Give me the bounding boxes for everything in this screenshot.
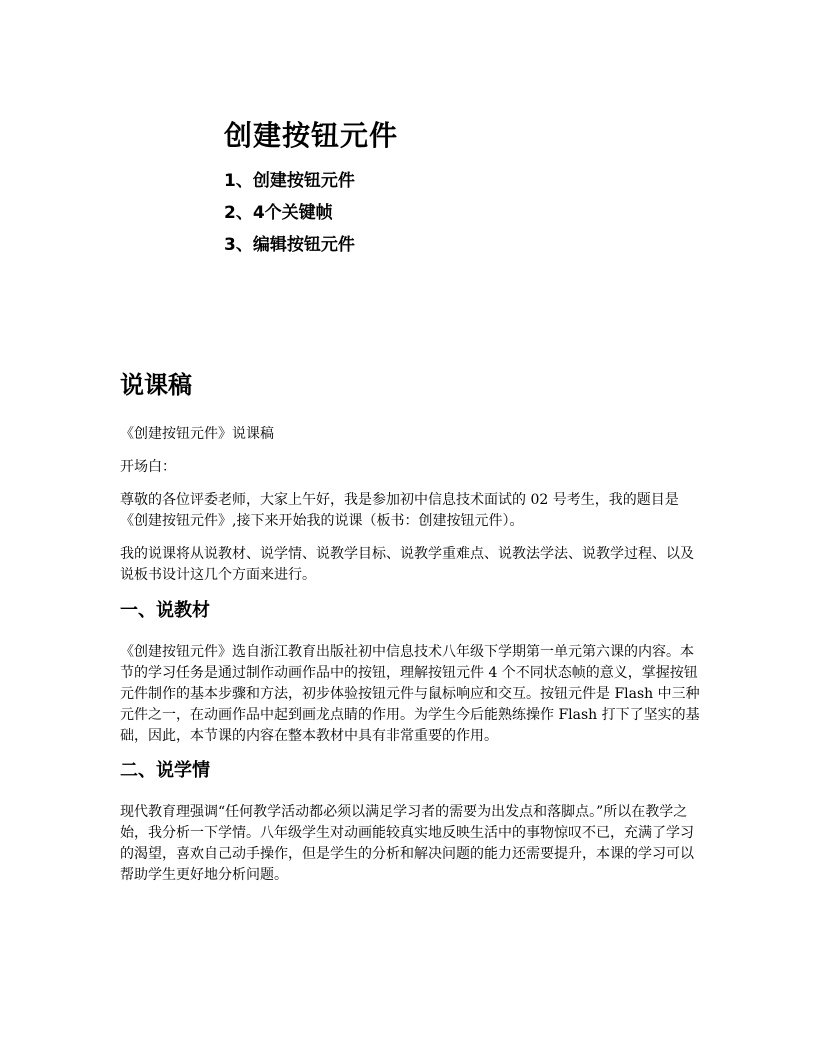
outline-list	[224, 170, 398, 256]
section-heading-textbook: 一、说教材	[120, 600, 210, 621]
title-block	[224, 116, 398, 266]
document-body	[120, 368, 700, 898]
outline-item: 2、4个关键帧	[224, 203, 333, 223]
doc-subtitle: 《创建按钮元件》说课稿	[120, 426, 274, 442]
page-title: 创建按钮元件	[224, 119, 399, 152]
outline-item: 3、编辑按钮元件	[224, 235, 355, 255]
opening-paragraph: 尊敬的各位评委老师，大家上午好，我是参加初中信息技术面试的 02 号考生，我的题目是《创建按钮元件》,接下来开始我的说课（板书：创建按钮元件）。	[120, 492, 679, 529]
textbook-paragraph: 《创建按钮元件》选自浙江教育出版社初中信息技术八年级下学期第一单元第六课的内容。本节的学习任务是通过制作动画作品中的按钮，理解按钮元件 4 个不同状态帧的意义，掌握按钮元件制作的基本步骤和方法，初步体验按钮元件与鼠标响应和交互。按钮元件是 Flash 中三种元件之一，在动画作品中起到画龙点睛的作用。为学生今后能熟练操作 Flash 打下了坚实的基础，因此，本节课的内容在整本教材中具有非常重要的作用。	[120, 644, 700, 744]
overview-paragraph: 我的说课将从说教材、说学情、说教学目标、说教学重难点、说教法学法、说教学过程、以及说板书设计这几个方面来进行。	[120, 546, 694, 583]
learners-paragraph: 现代教育理强调“任何教学活动都必须以满足学习者的需要为出发点和落脚点。”所以在教学之始，我分析一下学情。八年级学生对动画能较真实地反映生活中的事物惊叹不已，充满了学习的渴望，喜欢自己动手操作，但是学生的分析和解决问题的能力还需要提升，本课的学习可以帮助学生更好地分析问题。	[120, 804, 694, 883]
opening-label: 开场白：	[120, 459, 176, 475]
outline-item: 1、创建按钮元件	[224, 171, 355, 191]
section-heading-learners: 二、说学情	[120, 760, 210, 781]
section-heading-script: 说课稿	[120, 371, 192, 399]
